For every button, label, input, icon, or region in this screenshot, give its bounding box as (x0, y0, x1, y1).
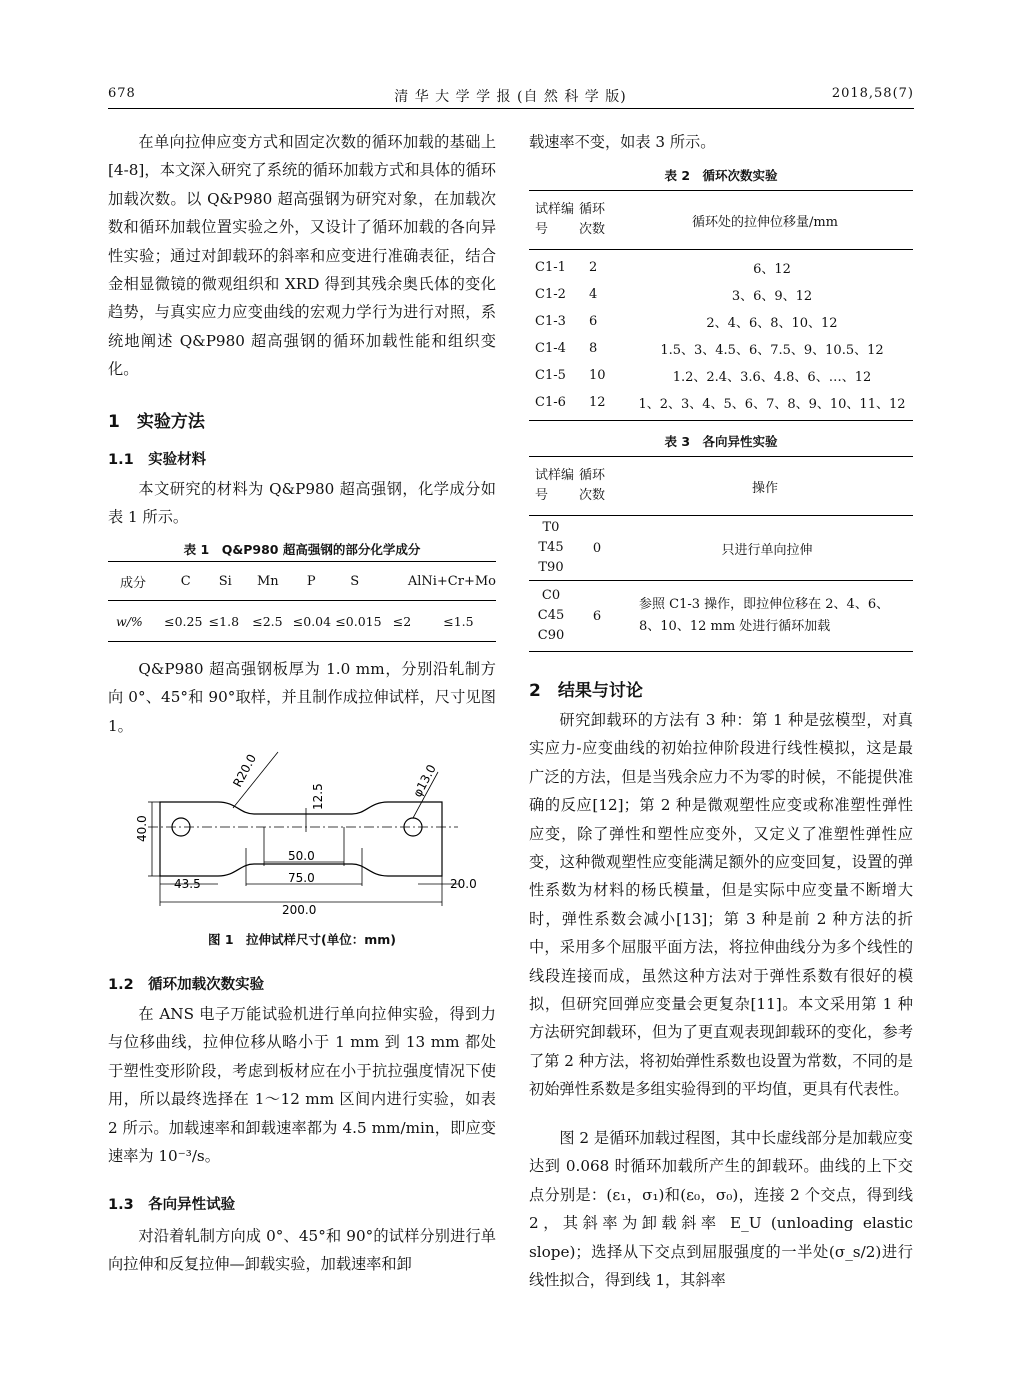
table-2-row (529, 281, 913, 308)
table-3-op-cell: 参照 C1-3 操作，即拉伸位移在 2、4、6、8、10、12 mm 处进行循环加载 (639, 597, 890, 634)
section-1-title: 1 实验方法 (108, 412, 205, 432)
table-1-value-cell: ≤0.015 (335, 613, 382, 629)
section-1-2-text: 在 ANS 电子万能试验机进行单向拉伸实验，得到力与位移曲线，拉伸位移从略小于 1 mm 到 13 mm 都处于塑性变形阶段，考虑到板材应在小于抗拉强度情况下使用，所以最终选择在 1～12 mm 区间内进行实验，如表 2 所示。加载速率和卸载速率都为 4.5 mm/min，即应变速率为 10⁻³/s。 (108, 1005, 496, 1166)
table-2-positions-cell: 3、6、9、12 (731, 289, 813, 304)
table-3-id: T0 (542, 520, 560, 535)
section-1-3-title: 1.3 各向异性试验 (108, 1197, 236, 1213)
table-2-id-cell: C1-1 (535, 260, 566, 275)
table-3-id: C90 (537, 628, 565, 643)
table-1-value-cell: ≤0.04 (292, 613, 332, 629)
table-3-row (529, 516, 913, 580)
label-radius: R20.0 (230, 751, 260, 790)
header-rule (108, 108, 914, 109)
label-height: 40.0 (135, 815, 149, 842)
page-number: 678 (108, 86, 136, 101)
table-2-header-cell: 循环处的拉伸位移量/mm (691, 214, 839, 230)
table-2-id-cell: C1-2 (535, 287, 566, 302)
table-2-id-cell: C1-5 (535, 368, 566, 383)
table-3-header-cell: 试样编号 (535, 468, 575, 503)
table-2-id-cell: C1-3 (535, 314, 566, 329)
table-3-id: T90 (538, 560, 564, 575)
table-2-header-cell: 试样编号 (535, 202, 575, 237)
table-2-row (529, 308, 913, 335)
specimen-paragraph: Q&P980 超高强钢板厚为 1.0 mm，分别沿轧制方向 0°、45°和 90°取样，并且制作成拉伸试样，尺寸见图 1。 (108, 660, 496, 735)
table-1-header-cell: S (350, 573, 360, 589)
journal-title: 清 华 大 学 学 报 (自 然 科 学 版) (394, 89, 627, 105)
table-1-header-row (108, 562, 496, 600)
table-3-header-row (529, 457, 913, 515)
label-gauge: 50.0 (288, 849, 315, 863)
table-1-value-cell: ≤2.5 (252, 613, 283, 629)
figure-1-specimen-drawing (108, 748, 498, 918)
table-3-id-cell (529, 518, 573, 578)
table-3-id-cell (529, 586, 573, 646)
table-3-op-cell: 只进行单向拉伸 (721, 542, 813, 558)
table-1-header-cell: Mn (256, 573, 279, 589)
table-1-value-row (108, 601, 496, 641)
table-2 (529, 190, 913, 421)
table-3-row (529, 581, 913, 651)
label-parallel: 75.0 (288, 871, 315, 885)
table-2-cycles-cell: 6 (589, 314, 598, 329)
table-3-id: T45 (538, 540, 564, 555)
table-1-header-cell: Si (218, 573, 232, 589)
section-1-3-text: 对沿着轧制方向成 0°、45°和 90°的试样分别进行单向拉伸和反复拉伸—卸载实验，加载速率和卸 (108, 1227, 496, 1274)
figure-1-caption: 图 1 拉伸试样尺寸(单位：mm) (207, 932, 397, 947)
table-1 (108, 561, 496, 642)
table-1-header-cell: C (180, 573, 191, 589)
table-1-header-cell: Al (407, 573, 422, 589)
table-2-cycles-cell: 8 (589, 341, 598, 356)
section-2-title: 2 结果与讨论 (529, 681, 643, 701)
table-3-header-cell: 循环次数 (579, 468, 606, 503)
label-width: 12.5 (311, 783, 325, 810)
table-2-row (529, 254, 913, 281)
table-2-header-cell: 循环次数 (579, 202, 606, 237)
table-2-positions-cell: 6、12 (753, 262, 791, 277)
table-2-header-row (529, 191, 913, 249)
section-2-paragraph-2: 图 2 是循环加载过程图，其中长虚线部分是加载应变达到 0.068 时循环加载所产生的卸载环。曲线的上下交点分别是：(ε₁，σ₁)和(ε₀，σ₀)，连接 2 个交点，得到线 2，其斜率为卸载斜率 E_U (unloading elastic slope)；选择从下交点到屈服强度的一半处(σ_s/2)进行线性拟合，得到线 1，其斜率 (529, 1129, 913, 1290)
section-1-2-title: 1.2 循环加载次数实验 (108, 977, 265, 993)
table-2-positions-cell: 1.2、2.4、3.6、4.8、6、…、12 (672, 370, 872, 385)
table-1-value-cell: ≤1.8 (208, 613, 240, 629)
table-2-row (529, 389, 913, 416)
table-3-cycles-cell: 0 (592, 540, 602, 556)
issue-info: 2018,58(7) (831, 86, 914, 101)
table-2-row (529, 335, 913, 362)
table-3-caption: 表 3 各向异性实验 (664, 434, 778, 449)
label-grip-right: 20.0 (450, 877, 477, 891)
label-hole: φ13.0 (410, 762, 439, 800)
table-2-positions-cell: 1.5、3、4.5、6、7.5、9、10.5、12 (660, 343, 884, 358)
label-grip-left: 43.5 (174, 877, 201, 891)
label-total: 200.0 (282, 903, 317, 917)
table-3 (529, 456, 913, 652)
table-2-cycles-cell: 4 (589, 287, 598, 302)
table-2-caption: 表 2 循环次数实验 (664, 168, 778, 183)
specimen-outline (160, 802, 442, 876)
right-continuation: 载速率不变，如表 3 所示。 (529, 133, 716, 151)
table-3-header-cell: 操作 (751, 480, 778, 496)
table-1-value-cell: w/% (116, 613, 143, 629)
table-1-header-cell: P (306, 573, 316, 589)
table-1-header-cell: 成分 (120, 575, 147, 591)
table-3-cycles-cell: 6 (592, 608, 602, 624)
table-1-value-cell: ≤1.5 (443, 613, 474, 629)
table-2-cycles-cell: 2 (589, 260, 598, 275)
section-1-1-title: 1.1 实验材料 (108, 452, 207, 468)
section-1-1-text: 本文研究的材料为 Q&P980 超高强钢，化学成分如表 1 所示。 (108, 480, 496, 527)
table-1-value-cell: ≤2 (392, 613, 412, 629)
table-2-cycles-cell: 10 (589, 368, 606, 383)
table-2-cycles-cell: 12 (589, 395, 606, 410)
table-1-header-cell: Ni+Cr+Mo (421, 573, 496, 589)
table-3-id: C45 (537, 608, 565, 623)
intro-paragraph: 在单向拉伸应变方式和固定次数的循环加载的基础上[4-8]，本文深入研究了系统的循环加载方式和具体的循环加载次数。以 Q&P980 超高强钢为研究对象，在加载次数和循环加载位置实验之外，又设计了循环加载的各向异性实验；通过对卸载环的斜率和应变进行准确表征，结合金相显微镜的微观组织和 XRD 得到其残余奥氏体的变化趋势，与真实应力应变曲线的宏观力学行为进行对照，系统地阐述 Q&P980 超高强钢的循环加载性能和组织变化。 (108, 133, 496, 379)
table-2-id-cell: C1-6 (535, 395, 566, 410)
table-3-id: C0 (541, 588, 561, 603)
table-2-id-cell: C1-4 (535, 341, 566, 356)
table-1-value-cell: ≤0.25 (164, 613, 203, 629)
table-2-positions-cell: 1、2、3、4、5、6、7、8、9、10、11、12 (638, 397, 906, 412)
section-2-paragraph-1: 研究卸载环的方法有 3 种：第 1 种是弦模型，对真实应力-应变曲线的初始拉伸阶段进行线性模拟，这是最广泛的方法，但是当残余应力不为零的时候，不能提供准确的反应[12]；第 2 种是微观塑性应变或称准塑性弹性应变，除了弹性和塑性应变外，又定义了准塑性弹性应变，这种微观塑性应变能满足额外的应变回复，设置的弹性系数为材料的杨氏模量，但是实际中应变量不断增大时，弹性系数会减小[13]；第 3 种是前 2 种方法的折中，采用多个屈服平面方法，将拉伸曲线分为多个线性的线段连接而成，虽然这种方法对于弹性系数有很好的模拟，但研究回弹应变量会更复杂[11]。本文采用第 1 种方法研究卸载环，但为了更直观表现卸载环的变化，参考了第 2 种方法，将初始弹性系数也设置为常数，不同的是初始弹性系数是多组实验得到的平均值，更具有代表性。 (529, 711, 913, 1099)
table-2-positions-cell: 2、4、6、8、10、12 (706, 316, 838, 331)
table-1-caption: 表 1 Q&P980 超高强钢的部分化学成分 (183, 542, 421, 557)
table-2-row (529, 362, 913, 389)
